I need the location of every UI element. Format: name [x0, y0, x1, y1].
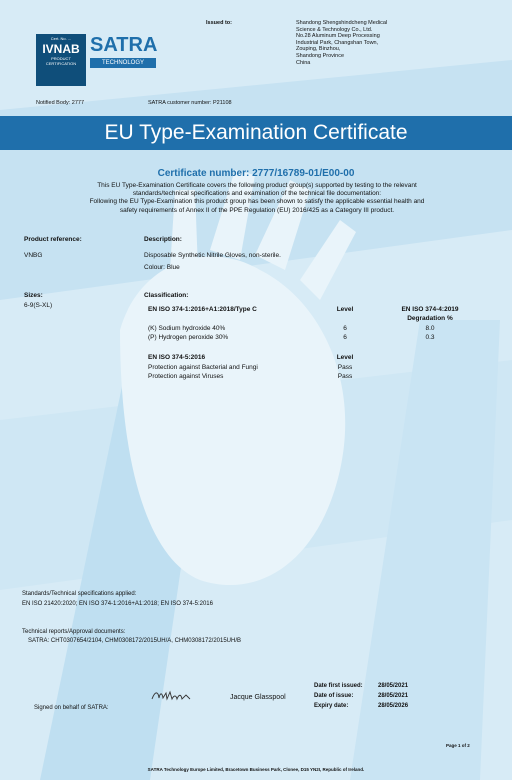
intro-text: [22, 182, 492, 215]
certificate-number: Certificate number: 2777/16789-01/E00-00: [157, 168, 355, 179]
chemical-row-name: (K) Sodium hydroxide 40%: [148, 325, 226, 332]
protection-row-level: Pass: [337, 364, 353, 371]
handwritten-signature: [150, 689, 194, 703]
sizes-label: Sizes:: [24, 292, 43, 299]
issued-to-label: Issued to:: [206, 20, 232, 26]
chemical-row-degradation: 8.0: [425, 325, 435, 332]
first-issued-label: Date first issued:: [314, 683, 363, 689]
address-line: Science & Technology Co., Ltd.: [296, 26, 373, 33]
standards-label: Standards/Technical specifications applied:: [22, 591, 137, 597]
classification-standard-2: EN ISO 374-4:2019: [401, 306, 459, 313]
classification-label: Classification:: [144, 292, 189, 299]
classification-standard-3: EN ISO 374-5:2016: [148, 354, 206, 361]
chemical-row-degradation: 0.3: [425, 334, 435, 341]
satra-logo-tag: TECHNOLOGY: [90, 58, 156, 68]
chemical-row-level: 6: [343, 334, 347, 341]
chemical-row-level: 6: [343, 325, 347, 332]
address-line: No.28 Aluminum Deep Processing: [296, 33, 380, 40]
ivnab-logo: [36, 34, 86, 86]
reports-label: Technical reports/Approval documents:: [22, 629, 126, 635]
address-line: Shandong Province: [296, 52, 345, 59]
description-line: Disposable Synthetic Nitrile Gloves, non-sterile.: [144, 252, 281, 259]
customer-number: SATRA customer number: P21108: [148, 100, 232, 106]
ivnab-logo-caption1: PRODUCT: [51, 56, 71, 61]
notified-body: Notified Body: 2777: [36, 100, 85, 106]
sizes-value: 6-9(S-XL): [24, 302, 53, 309]
classification-standard-1: EN ISO 374-1:2016+A1:2018/Type C: [148, 306, 257, 313]
expiry-date-label: Expiry date:: [314, 703, 349, 709]
reports-value: SATRA: CHT0307654/2104, CHM0308172/2015UH/A, CHM0308172/2015UH/B: [28, 638, 242, 644]
page-info: Page 1 of 2: [446, 743, 470, 748]
ivnab-logo-top: Cert. No. ...: [50, 36, 72, 41]
satra-logo: [90, 34, 164, 78]
product-reference-label: Product reference:: [24, 236, 82, 243]
intro-line: This EU Type-Examination Certificate covers the following product group(s) supported by testing to the relevant: [97, 182, 417, 189]
ivnab-logo-caption2: CERTIFICATION: [45, 61, 77, 66]
product-reference-value: VNBG: [24, 252, 43, 259]
issued-to-address: [296, 20, 436, 66]
protection-row-name: Protection against Bacterial and Fungi: [148, 364, 258, 371]
ivnab-logo-word: IVNAB: [42, 42, 80, 56]
expiry-date-value: 28/05/2026: [378, 703, 409, 709]
issue-date-label: Date of issue:: [314, 693, 354, 699]
signed-on-behalf-label: Signed on behalf of SATRA:: [34, 705, 109, 711]
footer-text: SATRA Technology Europe Limited, Bracetown Business Park, Clonee, D15 YN2I, Republic of Ireland.: [147, 767, 365, 772]
description-line: Colour: Blue: [144, 264, 180, 271]
address-line: Shandong Shengshindcheng Medical: [296, 20, 388, 26]
satra-logo-name: SATRA: [90, 34, 158, 56]
chemical-row-name: (P) Hydrogen peroxide 30%: [148, 334, 229, 341]
intro-line: Following the EU Type-Examination this product group has been shown to satisfy the applicable essential health and: [89, 198, 425, 206]
intro-line: standards/technical specifications and examination of the technical file documentation:: [132, 190, 382, 198]
first-issued-value: 28/05/2021: [378, 683, 409, 689]
address-line: Zouping, Binzhou,: [296, 46, 341, 53]
level-header-2: Level: [336, 354, 354, 361]
address-line: China: [296, 59, 311, 66]
address-line: Industrial Park, Changshan Town,: [296, 39, 379, 46]
certificate-title: EU Type-Examination Certificate: [0, 116, 512, 150]
issue-date-value: 28/05/2021: [378, 693, 409, 699]
standards-value: EN ISO 21420:2020; EN ISO 374-1:2016+A1:2018; EN ISO 374-5:2016: [22, 601, 213, 607]
level-header: Level: [336, 306, 354, 313]
signatory-name: Jacque Glasspool: [230, 694, 286, 701]
protection-row-name: Protection against Viruses: [148, 373, 224, 380]
degradation-header: Degradation %: [407, 315, 453, 322]
protection-row-level: Pass: [337, 373, 353, 380]
intro-line: safety requirements of Annex II of the PPE Regulation (EU) 2016/425 as a Category III product.: [119, 206, 395, 214]
description-label: Description:: [144, 236, 182, 243]
